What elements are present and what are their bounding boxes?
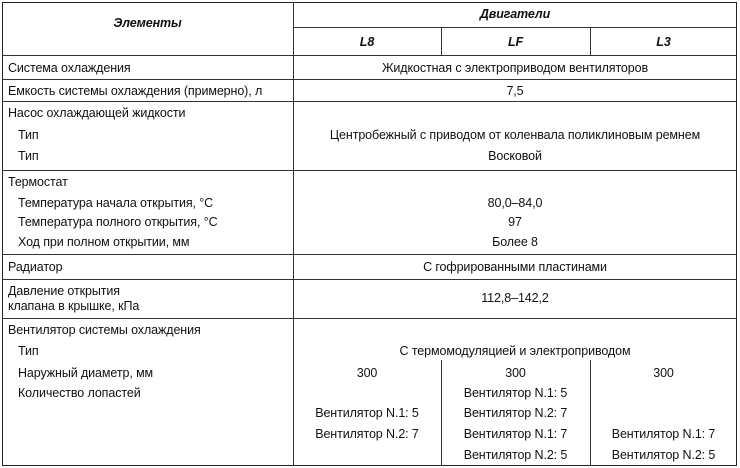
pump-sub-type-1: Тип [18,128,39,142]
fan-blades-l3-1: Вентилятор N.1: 7 [611,427,716,441]
pump-value-1: Центробежный с приводом от коленвала поликлиновым ремнем [329,128,701,142]
fan-blades-l8-1: Вентилятор N.1: 5 [315,406,419,420]
thermostat-value-travel: Более 8 [492,235,538,249]
rule-header-mid [293,27,737,28]
fan-blades-l3-2: Вентилятор N.2: 5 [611,448,716,462]
thermostat-sub-full: Температура полного открытия, °С [18,215,218,229]
capacity-value: 7,5 [506,84,524,98]
fan-sub-type: Тип [18,344,39,358]
fan-label: Вентилятор системы охлаждения [8,323,201,337]
pump-label: Насос охлаждающей жидкости [8,106,186,120]
fan-diameter-l8: 300 [356,366,378,380]
thermostat-value-start: 80,0–84,0 [487,196,543,210]
pump-sub-type-2: Тип [18,149,39,163]
pump-value-2: Восковой [488,149,542,163]
pressure-value: 112,8–142,2 [481,291,549,305]
header-col-l3: L3 [656,35,671,49]
fan-blades-lf-2: Вентилятор N.2: 7 [463,406,568,420]
thermostat-sub-start: Температура начала открытия, °С [18,196,214,210]
rule-row-5 [2,279,737,280]
rule-row-6 [2,318,737,319]
thermostat-label: Термостат [8,175,68,189]
header-col-l8: L8 [359,35,375,49]
fan-blades-lf-4: Вентилятор N.2: 5 [463,448,568,462]
pressure-label-1: Давление открытия [8,284,120,298]
rule-row-3 [2,170,737,171]
pressure-label-2: клапана в крышке, кПа [8,299,140,313]
fan-sub-blades: Количество лопастей [18,386,141,400]
header-col-lf: LF [507,35,524,49]
cooling-system-value: Жидкостная с электроприводом вентиляторов [381,61,649,75]
fan-blades-l8-2: Вентилятор N.2: 7 [315,427,419,441]
thermostat-sub-travel: Ход при полном открытии, мм [18,235,190,249]
fan-type-value: С термомодуляцией и электроприводом [399,344,631,358]
radiator-label: Радиатор [8,260,63,274]
thermostat-value-full: 97 [508,215,522,229]
radiator-value: С гофрированными пластинами [423,260,607,274]
fan-sub-diameter: Наружный диаметр, мм [18,366,154,380]
header-engines: Двигатели [479,7,551,21]
fan-blades-lf-3: Вентилятор N.1: 7 [463,427,568,441]
rule-row-2 [2,101,737,102]
fan-blades-lf-1: Вентилятор N.1: 5 [463,386,568,400]
rule-header-bottom [2,55,737,56]
capacity-label: Емкость системы охлаждения (примерно), л [8,84,263,98]
rule-row-4 [2,254,737,255]
fan-diameter-l3: 300 [653,366,674,380]
cooling-system-label: Система охлаждения [8,61,131,75]
rule-row-1 [2,79,737,80]
fan-diameter-lf: 300 [505,366,526,380]
header-elements: Элементы [113,16,182,30]
